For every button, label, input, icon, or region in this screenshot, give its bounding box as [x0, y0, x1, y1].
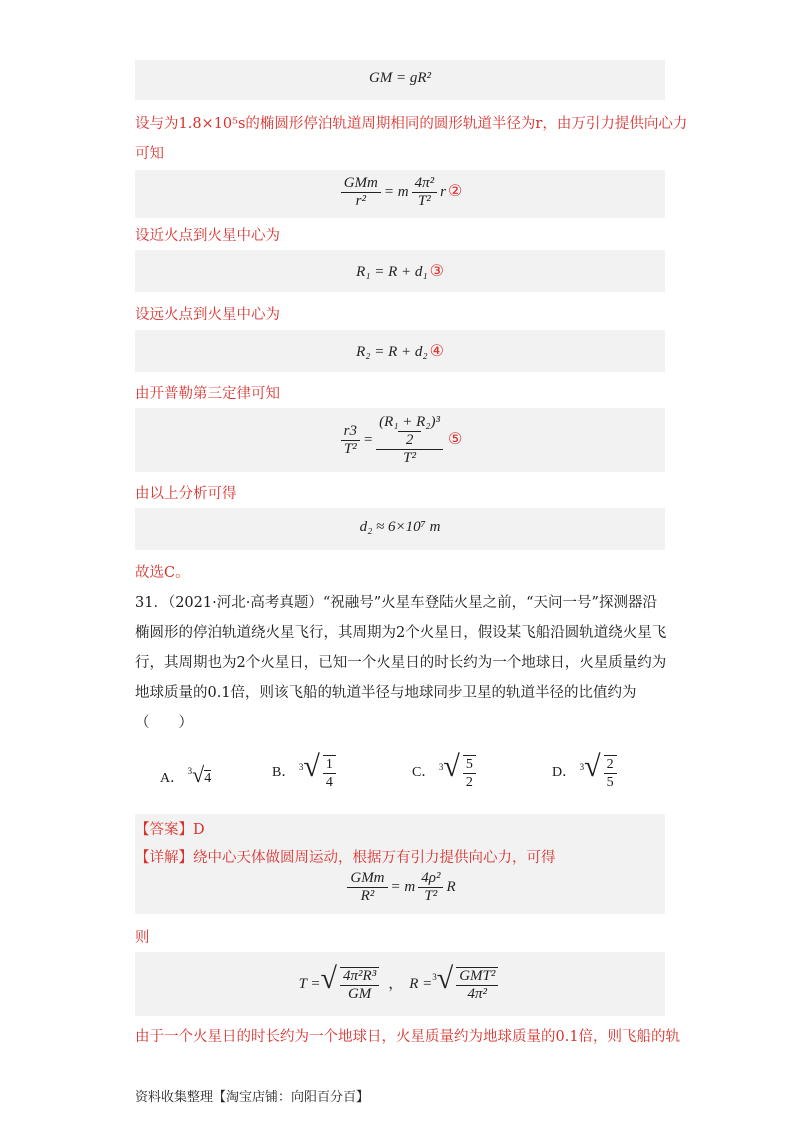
equation-7: $\frac{\text{GMm}}{\text{R²}}$ = m $\frac{\text{4ρ²}}{\text{T²}}$ R: [135, 870, 665, 905]
eq7-tail: R: [446, 878, 456, 895]
eq3-text: R₁ = R + d₁: [356, 264, 428, 280]
eq5-inner-num: (R₁ + R₂)³: [379, 414, 440, 430]
equation-5: $\frac{r3}{\text{T²}}$ = (R₁ + R₂)³ 2 T² ⑤: [135, 414, 665, 467]
text-last: 由于一个火星日的时长约为一个地球日，火星质量约为地球质量的0.1倍，则飞船的轨: [135, 1029, 681, 1045]
eq8-t-num: 4π²R³: [340, 968, 379, 986]
option-d: D． $^3$√ $\frac{2}{5}$: [552, 750, 620, 791]
equation-block-gm: [135, 60, 665, 100]
eq7-left-den: R²: [360, 888, 375, 904]
marker-2: ②: [447, 182, 463, 200]
answer-block: [135, 814, 665, 914]
text-analysis: 由以上分析可得: [135, 486, 237, 502]
text-orbit-setup: 设与为1.8×10⁵s的椭圆形停泊轨道周期相同的圆形轨道半径为r，由万引力提供向心力: [135, 116, 688, 132]
question-line-2: 椭圆形的停泊轨道绕火星飞行，其周期为2个火星日，假设某飞船沿圆轨道绕火星飞: [135, 625, 667, 641]
question-line-5: （ ）: [135, 715, 193, 731]
option-d-den: 5: [606, 774, 614, 790]
equation-block-8: [135, 952, 665, 1016]
equation-block-4: [135, 330, 665, 372]
equation-8: T =√ $\frac{\text{4π²R³}}{GM}$ ， R =$^3$√ $\frac{\text{GMT²}}{\text{4π²}}$: [135, 962, 665, 1003]
eq7-right-num: 4ρ²: [418, 870, 443, 888]
question-line-3: 行，其周期也为2个火星日，已知一个火星日的时长约为一个地球日，火星质量约为: [135, 655, 667, 671]
equation-6: d₂ ≈ 6×10⁷ m: [359, 519, 441, 535]
text-kepler: 由开普勒第三定律可知: [135, 386, 280, 402]
option-c-den: 2: [465, 774, 473, 790]
text-apogee: 设远火点到火星中心为: [135, 307, 280, 323]
option-b-label: B．: [272, 765, 296, 780]
marker-4: ④: [429, 343, 444, 360]
equation-block-2: [135, 170, 665, 218]
answer-line: 【答案】D: [135, 822, 205, 838]
detail-line: [135, 846, 556, 867]
eq8-r-den: 4π²: [467, 985, 488, 1002]
eq8-t-den: GM: [347, 985, 372, 1002]
text-then: 则: [135, 930, 150, 946]
marker-3: ③: [429, 263, 444, 280]
option-b-den: 4: [325, 774, 333, 790]
option-d-num: 2: [604, 756, 617, 774]
eq2-left-num: GMm: [341, 175, 381, 193]
eq5-inner-mid: 2: [398, 431, 422, 449]
eq2-left-den: r²: [355, 193, 366, 209]
option-a-value: 4: [204, 771, 212, 786]
eq2-mid: = m: [383, 183, 409, 200]
option-a-label: A．: [160, 771, 185, 786]
eq2-right-den: T²: [417, 193, 431, 209]
option-b: B． $^3$√ $\frac{1}{4}$: [272, 750, 339, 791]
eq4-text: R₂ = R + d₂: [356, 344, 428, 360]
text-perigee: 设近火点到火星中心为: [135, 228, 280, 244]
equation-3: [135, 261, 665, 281]
eq7-left-num: GMm: [347, 870, 387, 888]
eq5-left-num: r3: [341, 423, 360, 441]
equation-block-5: [135, 408, 665, 472]
eq5-left-den: T²: [343, 441, 357, 457]
eq2-tail: r: [440, 183, 446, 200]
text-orbit-setup-2: 可知: [135, 146, 164, 162]
eq8-separator: ，: [388, 976, 404, 992]
page-footer: 资料收集整理【淘宝店铺：向阳百分百】: [135, 1090, 370, 1105]
equation-4: [135, 341, 665, 361]
detail-text: 绕中心天体做圆周运动，根据万有引力提供向心力，可得: [193, 850, 556, 866]
question-line-1: 31．（2021·河北·高考真题）“祝融号”火星车登陆火星之前，“天问一号”探测器沿: [135, 595, 657, 611]
equation-block-3: [135, 250, 665, 292]
option-d-label: D．: [552, 765, 577, 780]
eq5-right-den: T²: [403, 450, 416, 466]
equation-block-6: [135, 508, 665, 550]
option-c: C． $^3$√ $\frac{5}{2}$: [412, 750, 479, 791]
equation-gm: GM = gR²: [368, 70, 432, 86]
eq7-right-den: T²: [424, 888, 438, 904]
eq8-r-num: GMT²: [456, 968, 498, 986]
eq8-t-label: T =: [298, 976, 321, 992]
detail-label: 【详解】: [135, 850, 193, 866]
text-answer-c: 故选C。: [135, 565, 190, 581]
option-b-num: 1: [323, 756, 336, 774]
option-a: A． $^3$√4: [160, 762, 212, 787]
question-31: [135, 588, 675, 738]
question-line-4: 地球质量的0.1倍，则该飞船的轨道半径与地球同步卫星的轨道半径的比值约为: [135, 685, 637, 701]
marker-5: ⑤: [448, 430, 463, 448]
eq8-r-label: R =: [409, 976, 433, 992]
eq2-right-num: 4π²: [412, 175, 438, 193]
option-c-label: C．: [412, 765, 436, 780]
option-c-num: 5: [463, 756, 476, 774]
equation-2: [135, 175, 665, 210]
